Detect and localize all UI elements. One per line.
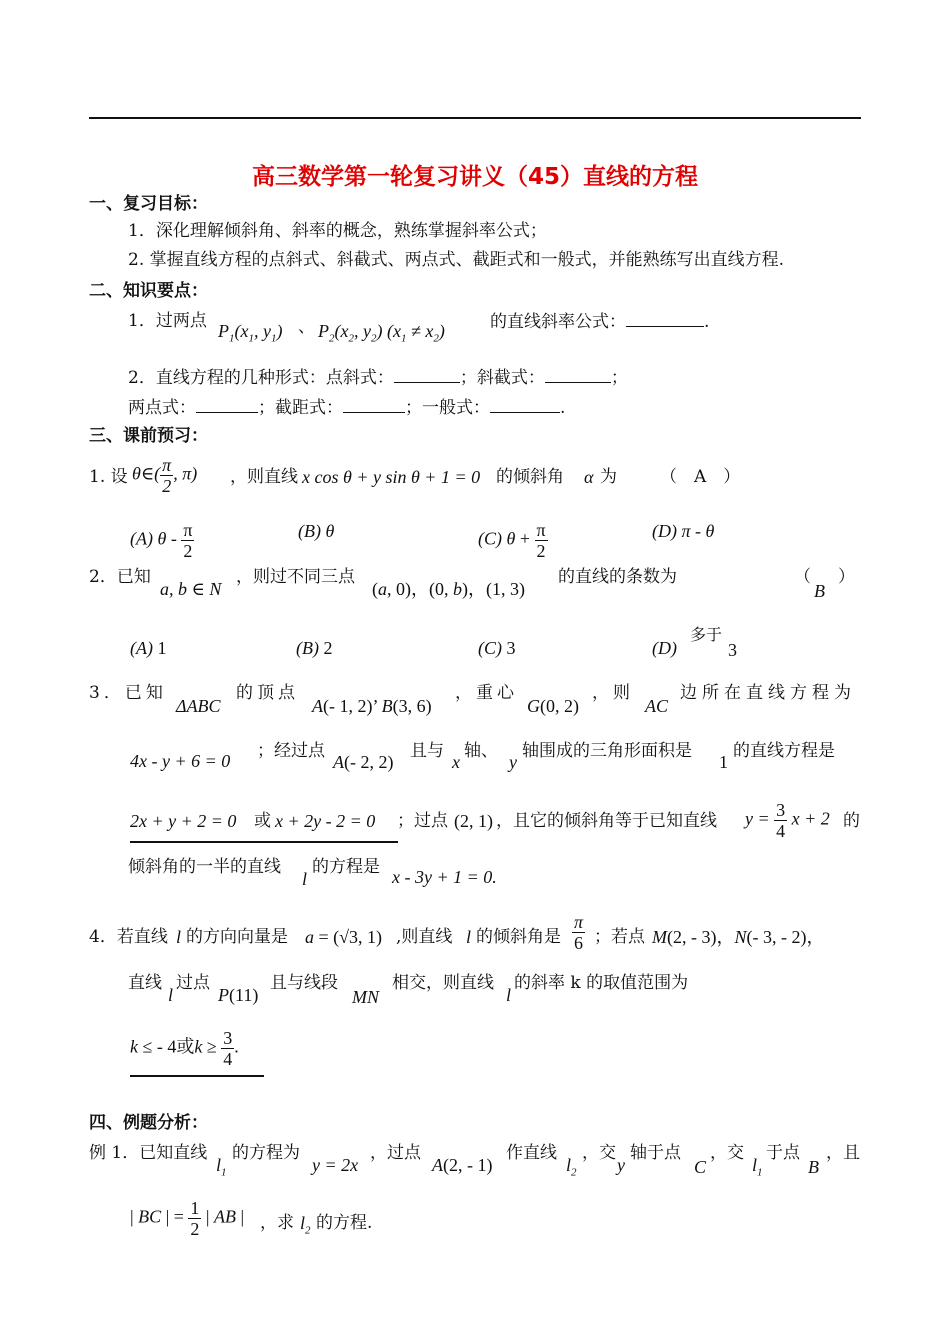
q2-option-c (478, 637, 516, 659)
q4-answer: k ≤ - 4或k ≥ $\frac{3}{4}$ . (130, 1028, 239, 1069)
page-title: 高三数学第一轮复习讲义（45）直线的方程 (251, 164, 698, 190)
q3-area: 1 (719, 752, 728, 772)
q3-point-21: (2, 1) (454, 811, 493, 831)
q4-p5: 直线 (128, 973, 162, 993)
q2-opt-a-val: 1 (157, 638, 167, 658)
q2-opt-c-val: 3 (506, 638, 516, 658)
knowledge-2-line-1 (128, 366, 628, 389)
intercept-label: ；截距式： (258, 398, 343, 418)
enum-mark: 、 (298, 317, 315, 337)
q3-p14: 的方程是 (312, 857, 380, 877)
q3-side: AC (645, 696, 669, 716)
top-rule (89, 117, 861, 119)
knowledge-2-line-2 (128, 396, 565, 419)
forms-intro: 2．直线方程的几种形式：点斜式： (128, 368, 394, 388)
ex1-p1: 的方程为 (232, 1143, 300, 1163)
q2-option-a (130, 637, 166, 659)
q3-p9: 的直线方程是 (733, 741, 835, 761)
q4-points-mn: M(2, - 3)，N(- 3, - 2)， (652, 927, 825, 947)
q1-opt-a-label: (A) (130, 528, 153, 549)
q4-p3: 的倾斜角是 (476, 927, 561, 947)
ex1-line-l1: $l_1$ (216, 1155, 227, 1179)
q1-equation: x cos θ + y sin θ + 1 = 0 (302, 467, 481, 487)
q2-set: a, b ∈ N (160, 579, 222, 599)
q3-answer-2-underline (130, 841, 398, 843)
q3-point-a: A(- 2, 2) (333, 752, 394, 772)
q4-segment: MN (352, 987, 379, 1007)
q1-tail: 的倾斜角 (496, 467, 564, 487)
q2-option-d-prefix: 多于 (690, 625, 723, 644)
q1-opt-d-label: (D) (652, 521, 677, 541)
knowledge-1-lead: 1．过两点 (128, 311, 207, 331)
general-label: ；一般式： (405, 398, 490, 418)
goal-item-2: 2. 掌握直线方程的点斜式、斜截式、两点式、截距式和一般式，并能熟练写出直线方程. (128, 250, 785, 270)
ex1-p2: ，过点 (370, 1143, 421, 1163)
q2-opt-b-val: 2 (323, 638, 333, 658)
q3-p7: 轴、 (464, 741, 498, 761)
ex1-point-a: A(2, - 1) (432, 1155, 493, 1175)
q4-p1: 的方向向量是 (186, 927, 288, 947)
q2-opt-a-label: (A) (130, 638, 153, 658)
knowledge-1-tail: 的直线斜率公式： . (490, 312, 710, 332)
q3-p12: 的 (843, 811, 860, 831)
slope-intercept-blank (545, 366, 611, 383)
q1-option-d: (D) π - θ (652, 521, 715, 541)
q3-answer-3: x - 3y + 1 = 0. (392, 867, 497, 887)
q4-line-l-2: l (466, 927, 472, 947)
goal-item-1: 1．深化理解倾斜角、斜率的概念，熟练掌握斜率公式； (128, 221, 547, 241)
q2-tail: 的直线的条数为 (558, 567, 677, 587)
q2-mid: ，则过不同三点 (236, 567, 355, 587)
ex1-p6: ，交 (710, 1143, 744, 1163)
q3-p3: ，则 (592, 683, 634, 703)
section-3-heading: 三、课前预习： (89, 426, 208, 446)
q1-option-a: (A) θ - $\frac{\pi}{2}$ (130, 520, 193, 561)
q3-p13: 倾斜角的一半的直线 (128, 857, 281, 877)
q3-given-line: y = $\frac{3}{4}$ x + 2 (745, 800, 830, 841)
q3-triangle: ΔABC (176, 696, 221, 716)
q1-opt-b-label: (B) (298, 521, 321, 541)
q1-interval: θ∈( $\frac{\pi}{2}$ , π) (132, 455, 198, 496)
intercept-blank (343, 396, 405, 413)
q3-answer-1: 4x - y + 6 = 0 (130, 751, 231, 771)
line1-end: ； (610, 368, 628, 388)
q2-points: (a, 0)，(0, b)，(1, 3) (372, 579, 525, 599)
q3-vertices: A(- 1, 2)’ B(3, 6) (312, 696, 432, 716)
ex1-point-c: C (694, 1157, 707, 1177)
q3-answer-2b: x + 2y - 2 = 0 (275, 811, 376, 831)
q2-option-b (296, 637, 332, 659)
q4-line-l-3: l (168, 985, 174, 1005)
q3-p1: 的顶点 (236, 683, 299, 703)
ex1-lead: 例 1．已知直线 (89, 1143, 208, 1163)
q4-p2: ,则直线 (396, 927, 453, 947)
ex1-line-l1-b: $l_1$ (752, 1155, 763, 1179)
q3-p8: 轴围成的三角形面积是 (522, 741, 692, 761)
q2-option-d-val: 3 (728, 640, 737, 660)
q3-p4: 边所在直线方程为 (680, 683, 856, 703)
q3-p11: ，且它的倾斜角等于已知直线 (496, 811, 717, 831)
q4-lead: 4．若直线 (89, 927, 168, 947)
ex1-p3: 作直线 (506, 1143, 557, 1163)
q3-y-axis: y (509, 752, 517, 772)
q4-p6: 过点 (176, 973, 210, 993)
slope-intercept-label: ；斜截式： (459, 368, 545, 388)
q3-answer-3-text: x - 3y + 1 = 0 (392, 867, 493, 887)
ex1-y-axis: y (617, 1155, 625, 1175)
q3-line-l: l (302, 869, 308, 889)
section-1-heading: 一、复习目标： (89, 194, 208, 214)
q4-p4: ；若点 (594, 927, 645, 947)
line2-end: . (560, 398, 566, 418)
q4-line-l-4: l (506, 985, 512, 1005)
q4-p7: 且与线段 (270, 973, 338, 993)
ex1-equation: y = 2x (312, 1155, 359, 1175)
q2-opt-d-label: (D) (652, 638, 677, 658)
ex1-point-b: B (808, 1157, 819, 1177)
ex1-p7: 于点 (766, 1143, 800, 1163)
q1-lead: 1. 设 (89, 467, 128, 487)
q1-alpha: α (584, 467, 594, 487)
q1-tail2: 为 (600, 467, 617, 487)
ex1-p8: ，且 (826, 1143, 860, 1163)
q1-option-c: (C) θ + $\frac{\pi}{2}$ (478, 520, 546, 561)
q4-or: 或 (176, 1036, 195, 1057)
ex1-p5: 轴于点 (630, 1143, 681, 1163)
q1-option-b: (B) θ (298, 521, 335, 541)
q2-opt-b-label: (B) (296, 638, 319, 658)
q3-or: 或 (254, 811, 271, 831)
q2-opt-c-label: (C) (478, 638, 502, 658)
formula-p1: $P_1(x_1$, $y_1$) (218, 321, 283, 345)
q1-answer: （ A ） (660, 467, 741, 487)
general-blank (490, 396, 560, 413)
q3-p5: ；经过点 (257, 741, 325, 761)
q2-answer-open: （ (794, 567, 811, 587)
q4-answer-underline (130, 1075, 264, 1077)
q4-p8: 相交，则直线 (392, 973, 494, 993)
q4-line-l: l (176, 927, 182, 947)
formula-p2: $P_2(x_2$, $y_2$) $(x_1 \ne x_2)$ (318, 321, 445, 345)
knowledge-1-tail-text: 的直线斜率公式： (490, 312, 626, 332)
section-4-heading: 四、例题分析： (89, 1113, 208, 1133)
q2-option-d-label (652, 637, 677, 659)
q3-p2: ，重心 (455, 683, 518, 703)
point-slope-blank (394, 366, 460, 383)
q1-opt-c-label: (C) (478, 528, 502, 549)
q1-mid: ，则直线 (230, 467, 298, 487)
q4-vector: a = (√3, 1) (305, 927, 383, 947)
q2-answer-close: ） (838, 567, 855, 587)
section-2-heading: 二、知识要点： (89, 281, 208, 301)
q4-p9: 的斜率 k 的取值范围为 (514, 973, 689, 993)
ex1-condition: | BC | = $\frac{1}{2}$ | AB | (130, 1198, 245, 1239)
ex1-p10: 的方程. (316, 1213, 373, 1233)
q3-answer-2a: 2x + y + 2 = 0 (130, 811, 237, 831)
q2-lead: 2．已知 (89, 567, 151, 587)
two-point-label: 两点式： (128, 398, 196, 418)
q3-x-axis: x (452, 752, 460, 772)
ex1-l2-target: $l_2$ (300, 1213, 311, 1237)
q3-lead: 3．已知 (89, 683, 167, 703)
two-point-blank (196, 396, 258, 413)
ex1-p4: ，交 (582, 1143, 616, 1163)
q3-centroid: G(0, 2) (527, 696, 579, 716)
q3-p10: ；过点 (397, 811, 448, 831)
q2-answer: B (814, 581, 825, 601)
ex1-p9: ，求 (260, 1213, 294, 1233)
q4-point-p: P(11) (218, 985, 259, 1005)
ex1-line-l2: $l_2$ (566, 1155, 577, 1179)
q3-p6: 且与 (410, 741, 444, 761)
q4-angle: $\frac{\pi}{6}$ (574, 912, 584, 953)
slope-formula-blank (626, 310, 704, 327)
